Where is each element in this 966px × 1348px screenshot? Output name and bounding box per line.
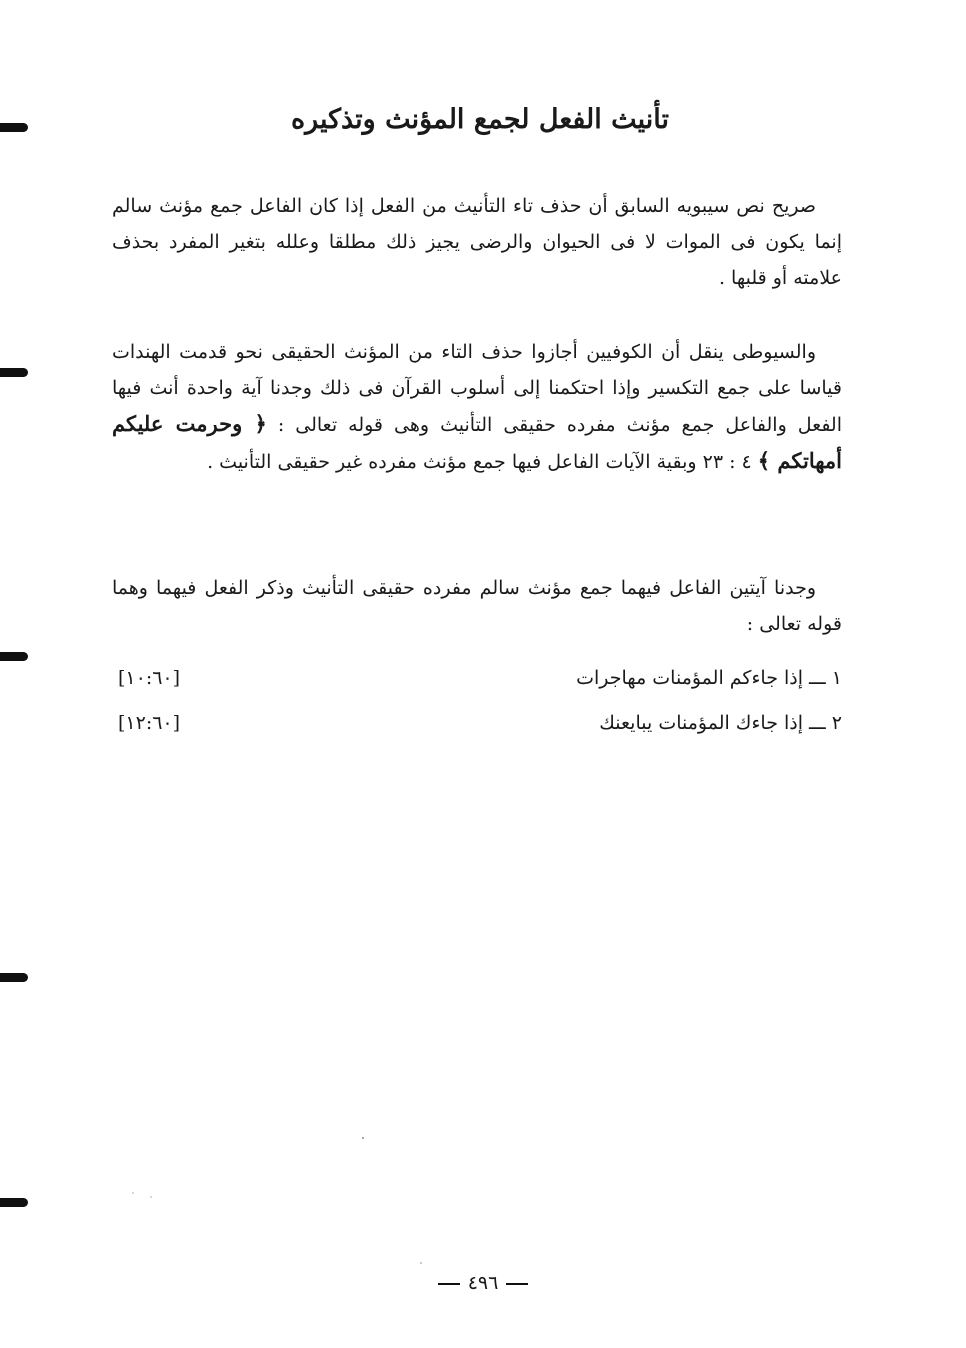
paragraph-1: صريح نص سيبويه السابق أن حذف تاء التأنيث من الفعل إذا كان الفاعل جمع مؤنث سالم إنما يكون فى الموات لا فى الحيوان والرضى يجيز ذلك مطلقا وعلله بتغير المفرد بحذف علامته أو قلبها . bbox=[112, 195, 842, 289]
list-item-text: ٢ ـــ إذا جاءك المؤمنات يبايعنك bbox=[599, 712, 842, 734]
list-item-ref: [١٠:٦٠] bbox=[118, 667, 181, 689]
page-number bbox=[383, 1268, 583, 1298]
page-number-value: ٤٩٦ bbox=[467, 1272, 499, 1294]
scan-speck bbox=[132, 1192, 134, 1194]
scan-speck bbox=[150, 1196, 152, 1198]
binder-mark bbox=[0, 1198, 28, 1207]
binder-mark bbox=[0, 368, 28, 377]
scan-speck bbox=[362, 1137, 364, 1139]
quran-quote-ref: ٤ : ٢٣ bbox=[702, 451, 752, 473]
binder-mark bbox=[0, 652, 28, 661]
list-item bbox=[118, 660, 842, 696]
paragraph-2-tail: وبقية الآيات الفاعل فيها جمع مؤنث مفرده غير حقيقى التأنيث . bbox=[207, 451, 697, 473]
scan-speck bbox=[420, 1262, 422, 1264]
quran-quote: ﴿ وحرمت عليكم أمهاتكم ﴾ bbox=[112, 411, 842, 473]
page-title: تأنيث الفعل لجمع المؤنث وتذكيره bbox=[290, 104, 670, 135]
paragraph-2 bbox=[112, 334, 842, 480]
page-number-dash bbox=[438, 1283, 460, 1285]
binder-mark bbox=[0, 123, 28, 132]
list-item-text: ١ ـــ إذا جاءكم المؤمنات مهاجرات bbox=[576, 667, 842, 689]
list-item-ref: [١٢:٦٠] bbox=[118, 712, 181, 734]
page-number-dash bbox=[506, 1283, 528, 1285]
paragraph-3: وجدنا آيتين الفاعل فيهما جمع مؤنث سالم مفرده حقيقى التأنيث وذكر الفعل فيهما وهما قوله تعالى : bbox=[112, 577, 842, 635]
list-item bbox=[118, 705, 842, 741]
binder-mark bbox=[0, 973, 28, 982]
paragraph-2-text: والسيوطى ينقل أن الكوفيين أجازوا حذف التاء من المؤنث الحقيقى نحو قدمت الهندات قياسا على جمع التكسير وإذا احتكمنا إلى أسلوب القرآن فى ذلك وجدنا آية واحدة أنث فيها الفعل والفاعل جمع مؤنث مفرده حقيقى التأنيث وهى قوله تعالى : bbox=[112, 341, 842, 436]
